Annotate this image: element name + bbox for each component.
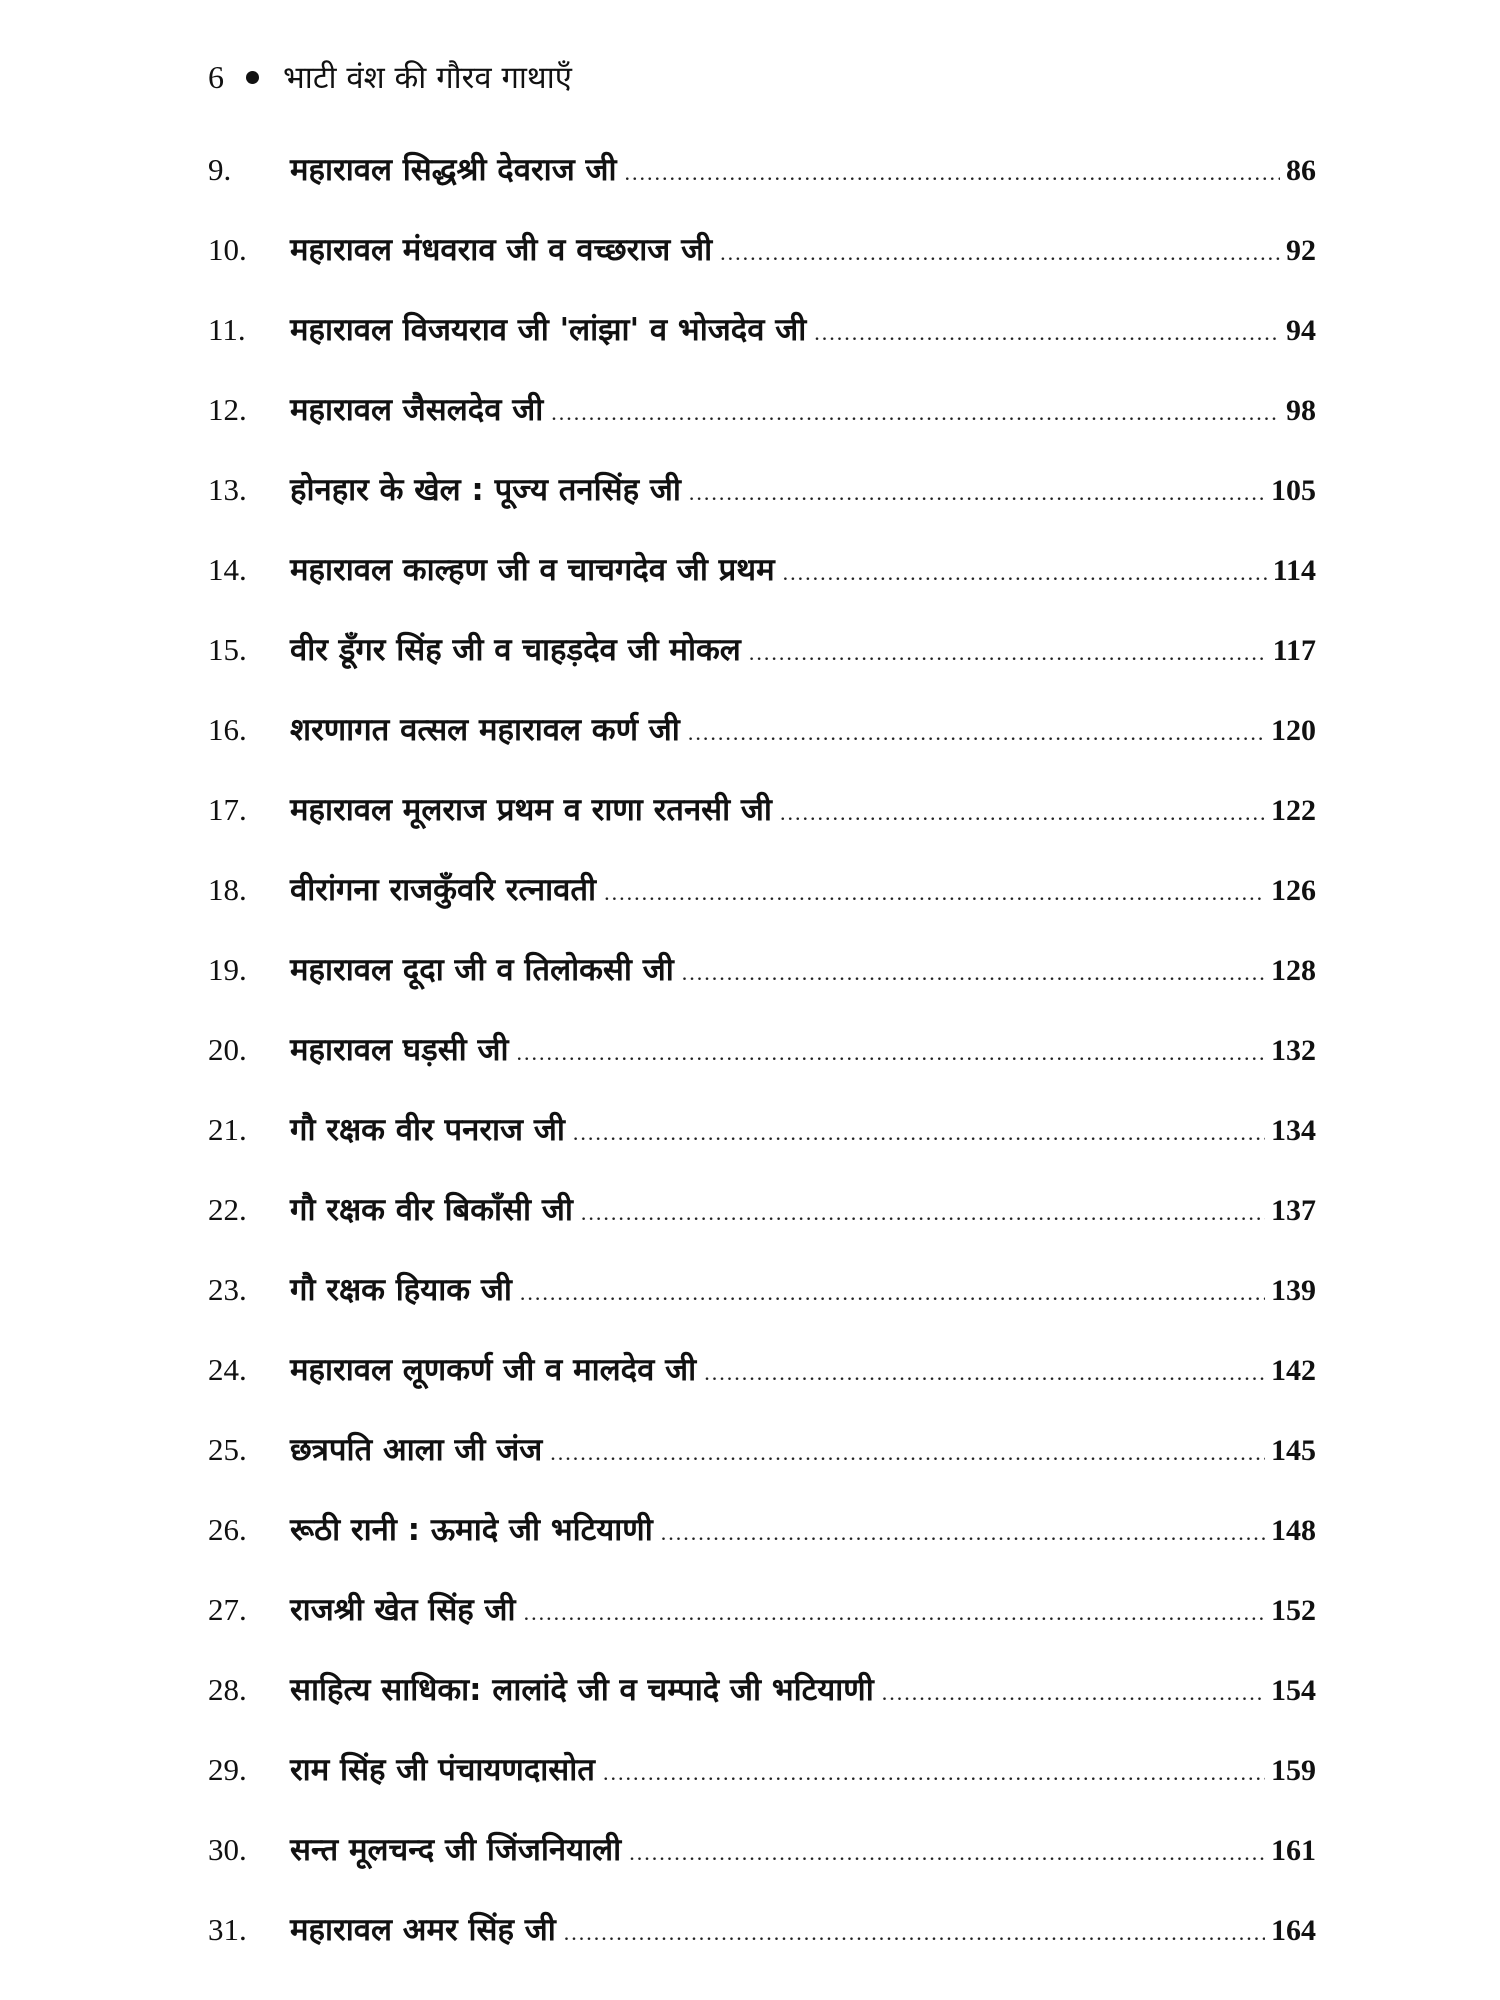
toc-entry-title: महारावल काल्हण जी व चाचगदेव जी प्रथम <box>290 552 775 588</box>
toc-entry-title: महारावल अमर सिंह जी <box>290 1912 556 1948</box>
dot-leader <box>517 1040 1266 1066</box>
dot-leader <box>783 560 1267 586</box>
toc-entry-title: महारावल जैसलदेव जी <box>290 392 544 428</box>
toc-entry-number: 25. <box>208 1432 247 1467</box>
dot-leader <box>573 1120 1265 1146</box>
toc-entry-page: 154 <box>1271 1674 1316 1707</box>
toc-entry-title: महारावल मूलराज प्रथम व राणा रतनसी जी <box>290 792 772 828</box>
toc-entry <box>208 1668 1316 1748</box>
running-header <box>208 52 572 102</box>
toc-entry <box>208 1108 1316 1188</box>
dot-leader <box>661 1520 1265 1546</box>
toc-entry-title: साहित्य साधिका: लालांदे जी व चम्पादे जी भटियाणी <box>290 1672 874 1708</box>
dot-leader <box>882 1680 1265 1706</box>
toc-entry-page: 92 <box>1286 234 1316 267</box>
toc-entry-page: 122 <box>1271 794 1316 827</box>
dot-leader <box>689 480 1265 506</box>
toc-entry-number: 24. <box>208 1352 247 1387</box>
toc-entry-title: सन्त मूलचन्द जी जिंजनियाली <box>290 1832 622 1868</box>
bullet-icon <box>246 71 259 84</box>
toc-entry <box>208 1268 1316 1348</box>
toc-entry-page: 139 <box>1271 1274 1316 1307</box>
toc-entry-title: वीर डूँगर सिंह जी व चाहड़देव जी मोकल <box>290 632 741 668</box>
toc-entry <box>208 708 1316 788</box>
dot-leader <box>625 160 1280 186</box>
toc-entry-number: 22. <box>208 1192 247 1227</box>
toc-entry-number: 23. <box>208 1272 247 1307</box>
toc-entry-page: 159 <box>1271 1754 1316 1787</box>
toc-entry-title: महारावल सिद्धश्री देवराज जी <box>290 152 617 188</box>
toc-entry-number: 19. <box>208 952 247 987</box>
dot-leader <box>520 1280 1265 1306</box>
toc-entry-title: रूठी रानी : ऊमादे जी भटियाणी <box>290 1512 653 1548</box>
page-number: 6 <box>208 58 224 95</box>
toc-entry-number: 14. <box>208 552 247 587</box>
toc-entry-title: गौ रक्षक वीर पनराज जी <box>290 1112 565 1148</box>
dot-leader <box>551 400 1280 426</box>
dot-leader <box>603 1760 1265 1786</box>
toc-entry-title: गौ रक्षक हियाक जी <box>290 1272 512 1308</box>
toc-entry-title: राजश्री खेत सिंह जी <box>290 1592 516 1628</box>
toc-entry-page: 132 <box>1271 1034 1316 1067</box>
dot-leader <box>720 240 1280 266</box>
toc-entry-page: 117 <box>1272 634 1316 667</box>
toc-entry-page: 148 <box>1271 1514 1316 1547</box>
toc-entry-number: 10. <box>208 232 247 267</box>
toc-entry-page: 134 <box>1271 1114 1316 1147</box>
toc-entry-page: 152 <box>1271 1594 1316 1627</box>
toc-entry-title: महारावल लूणकर्ण जी व मालदेव जी <box>290 1352 697 1388</box>
dot-leader <box>682 960 1265 986</box>
toc-entry <box>208 228 1316 308</box>
toc-entry-number: 15. <box>208 632 247 667</box>
toc-entry-number: 17. <box>208 792 247 827</box>
toc-entry-page: 120 <box>1271 714 1316 747</box>
toc-entry-title: महारावल दूदा जी व तिलोकसी जी <box>290 952 674 988</box>
toc-entry-page: 128 <box>1271 954 1316 987</box>
toc-entry-title: गौ रक्षक वीर बिकाँसी जी <box>290 1192 573 1228</box>
toc-entry <box>208 628 1316 708</box>
dot-leader <box>604 880 1265 906</box>
toc-entry-number: 29. <box>208 1752 247 1787</box>
toc-entry <box>208 1748 1316 1828</box>
dot-leader <box>524 1600 1265 1626</box>
toc-entry-number: 11. <box>208 312 246 347</box>
toc-entry-title: महारावल मंधवराव जी व वच्छराज जी <box>290 232 713 268</box>
toc-entry-number: 28. <box>208 1672 247 1707</box>
table-of-contents <box>208 148 1316 1988</box>
toc-entry <box>208 788 1316 868</box>
toc-entry <box>208 1588 1316 1668</box>
toc-entry <box>208 868 1316 948</box>
toc-entry-page: 137 <box>1271 1194 1316 1227</box>
toc-entry-title: राम सिंह जी पंचायणदासोत <box>290 1752 595 1788</box>
dot-leader <box>581 1200 1265 1226</box>
toc-entry <box>208 388 1316 468</box>
toc-entry-number: 31. <box>208 1912 247 1947</box>
toc-entry <box>208 948 1316 1028</box>
toc-entry-page: 105 <box>1271 474 1316 507</box>
toc-entry-page: 114 <box>1272 554 1316 587</box>
dot-leader <box>629 1840 1265 1866</box>
toc-entry-number: 16. <box>208 712 247 747</box>
toc-entry-title: महारावल घड़सी जी <box>290 1032 509 1068</box>
toc-entry <box>208 468 1316 548</box>
toc-entry-page: 94 <box>1286 314 1316 347</box>
dot-leader <box>749 640 1267 666</box>
toc-entry <box>208 1348 1316 1428</box>
toc-entry-title: होनहार के खेल : पूज्य तनसिंह जी <box>290 472 681 508</box>
toc-entry-title: वीरांगना राजकुँवरि रत्नावती <box>290 872 597 908</box>
toc-entry <box>208 1508 1316 1588</box>
toc-entry <box>208 308 1316 388</box>
toc-entry-title: महारावल विजयराव जी 'लांझा' व भोजदेव जी <box>290 312 807 348</box>
toc-entry <box>208 548 1316 628</box>
toc-entry <box>208 148 1316 228</box>
toc-entry-page: 161 <box>1271 1834 1316 1867</box>
toc-entry-page: 142 <box>1271 1354 1316 1387</box>
toc-entry <box>208 1428 1316 1508</box>
toc-entry <box>208 1828 1316 1908</box>
dot-leader <box>550 1440 1265 1466</box>
toc-entry <box>208 1188 1316 1268</box>
dot-leader <box>688 720 1265 746</box>
toc-entry-number: 9. <box>208 152 232 187</box>
toc-entry-number: 21. <box>208 1112 247 1147</box>
toc-entry-number: 18. <box>208 872 247 907</box>
toc-entry-page: 164 <box>1271 1914 1316 1947</box>
toc-entry <box>208 1908 1316 1988</box>
toc-entry-page: 126 <box>1271 874 1316 907</box>
toc-entry-number: 20. <box>208 1032 247 1067</box>
dot-leader <box>704 1360 1265 1386</box>
toc-entry-title: शरणागत वत्सल महारावल कर्ण जी <box>290 712 680 748</box>
toc-entry-number: 27. <box>208 1592 247 1627</box>
toc-entry-page: 86 <box>1286 154 1316 187</box>
dot-leader <box>814 320 1280 346</box>
dot-leader <box>780 800 1265 826</box>
toc-entry-number: 30. <box>208 1832 247 1867</box>
toc-entry-number: 26. <box>208 1512 247 1547</box>
toc-entry-page: 98 <box>1286 394 1316 427</box>
toc-entry-title: छत्रपति आला जी जंज <box>290 1432 543 1468</box>
toc-entry-number: 13. <box>208 472 247 507</box>
dot-leader <box>564 1920 1265 1946</box>
toc-entry-number: 12. <box>208 392 247 427</box>
toc-entry <box>208 1028 1316 1108</box>
book-title: भाटी वंश की गौरव गाथाएँ <box>283 60 572 96</box>
toc-entry-page: 145 <box>1271 1434 1316 1467</box>
